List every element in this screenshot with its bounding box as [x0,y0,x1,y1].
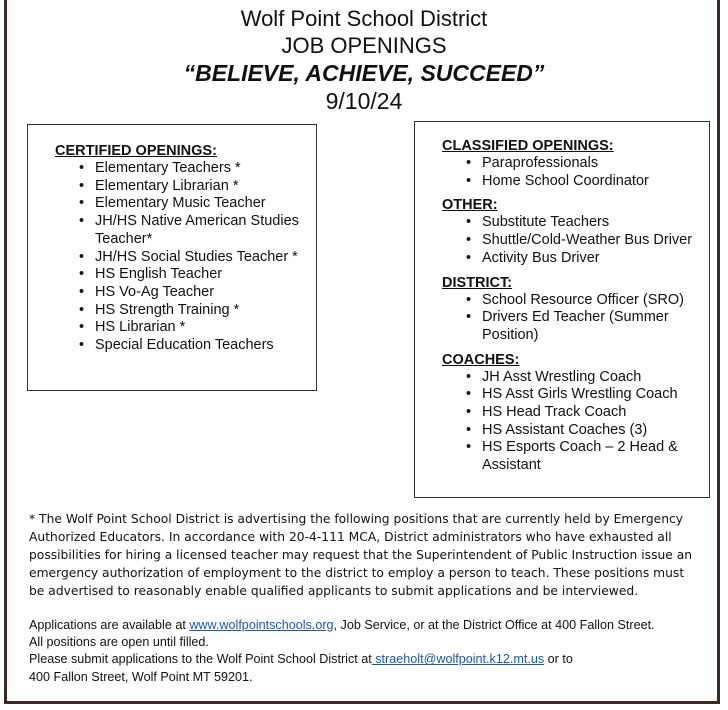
list-item: • HS Strength Training * [55,302,308,320]
list-item: • Substitute Teachers [442,214,705,232]
district-title: DISTRICT: [442,274,513,291]
open-until-filled: All positions are open until filled. [29,635,209,650]
list-item: • HS Vo-Ag Teacher [55,284,308,302]
list-item: • Paraprofessionals [442,155,705,173]
list-item: • JH/HS Social Studies Teacher * [55,249,308,267]
list-item: • HS Asst Girls Wrestling Coach [442,386,705,404]
footer-text: or to [544,652,573,667]
other-openings-box [414,121,710,498]
list-item: • JH Asst Wrestling Coach [442,369,705,387]
list-item: • Drivers Ed Teacher (Summer Position) [442,309,705,344]
list-item: • Elementary Librarian * [55,178,308,196]
footer-text: , Job Service, or at the District Office at 400 Fallon Street. [333,618,655,632]
coaches-title: COACHES: [442,351,520,368]
other-title: OTHER: [442,197,498,214]
coaches-section [442,351,705,475]
emergency-authorization-note: * The Wolf Point School District is advertising the following positions that are currently held by Emergency Authorized Educators. In accordance with 20-4-111 MCA, District administrators who have exhausted all possibilities for hiring a licensed teacher may request that the Superintendent of Public Instruction issue an emergency authorization of employment to the district to employ a person to teach. These positions must be advertised to reasonably enable qualified applicants to submit applications and be interviewed. [29,512,693,598]
classified-section [442,137,705,190]
list-item: • Elementary Music Teacher [55,195,308,213]
district-section [442,274,705,345]
footer-text: Please submit applications to the Wolf Point School District at [29,652,372,667]
list-item: • Home School Coordinator [442,173,705,191]
certified-openings-box [27,124,317,391]
list-item: • Activity Bus Driver [442,250,705,268]
list-item: • Special Education Teachers [55,337,308,355]
list-item: • HS Librarian * [55,319,308,337]
list-item: • School Resource Officer (SRO) [442,292,705,310]
email-link[interactable]: straeholt@wolfpoint.k12.mt.us [371,652,545,667]
list-item: • HS Head Track Coach [442,404,705,422]
mailing-address: 400 Fallon Street, Wolf Point MT 59201. [29,669,253,684]
motto: “BELIEVE, ACHIEVE, SUCCEED” [183,60,545,86]
list-item: • JH/HS Native American Studies Teacher* [55,213,308,248]
list-item: • HS English Teacher [55,266,308,284]
district-name: Wolf Point School District [240,6,488,31]
other-section [442,196,705,267]
list-item: • Elementary Teachers * [55,160,308,178]
certified-title: CERTIFIED OPENINGS: [55,143,217,159]
list-item: • HS Esports Coach – 2 Head & Assistant [442,439,705,474]
footer-text: Applications are available at [29,618,190,632]
website-link[interactable]: www.wolfpointschools.org [189,618,334,632]
list-item: • Shuttle/Cold-Weather Bus Driver [442,232,705,250]
certified-list [55,160,308,355]
posting-date: 9/10/24 [325,88,403,114]
classified-title: CLASSIFIED OPENINGS: [442,138,614,154]
list-item: • HS Assistant Coaches (3) [442,422,705,440]
job-openings-heading: JOB OPENINGS [281,33,447,58]
application-info [29,617,709,686]
